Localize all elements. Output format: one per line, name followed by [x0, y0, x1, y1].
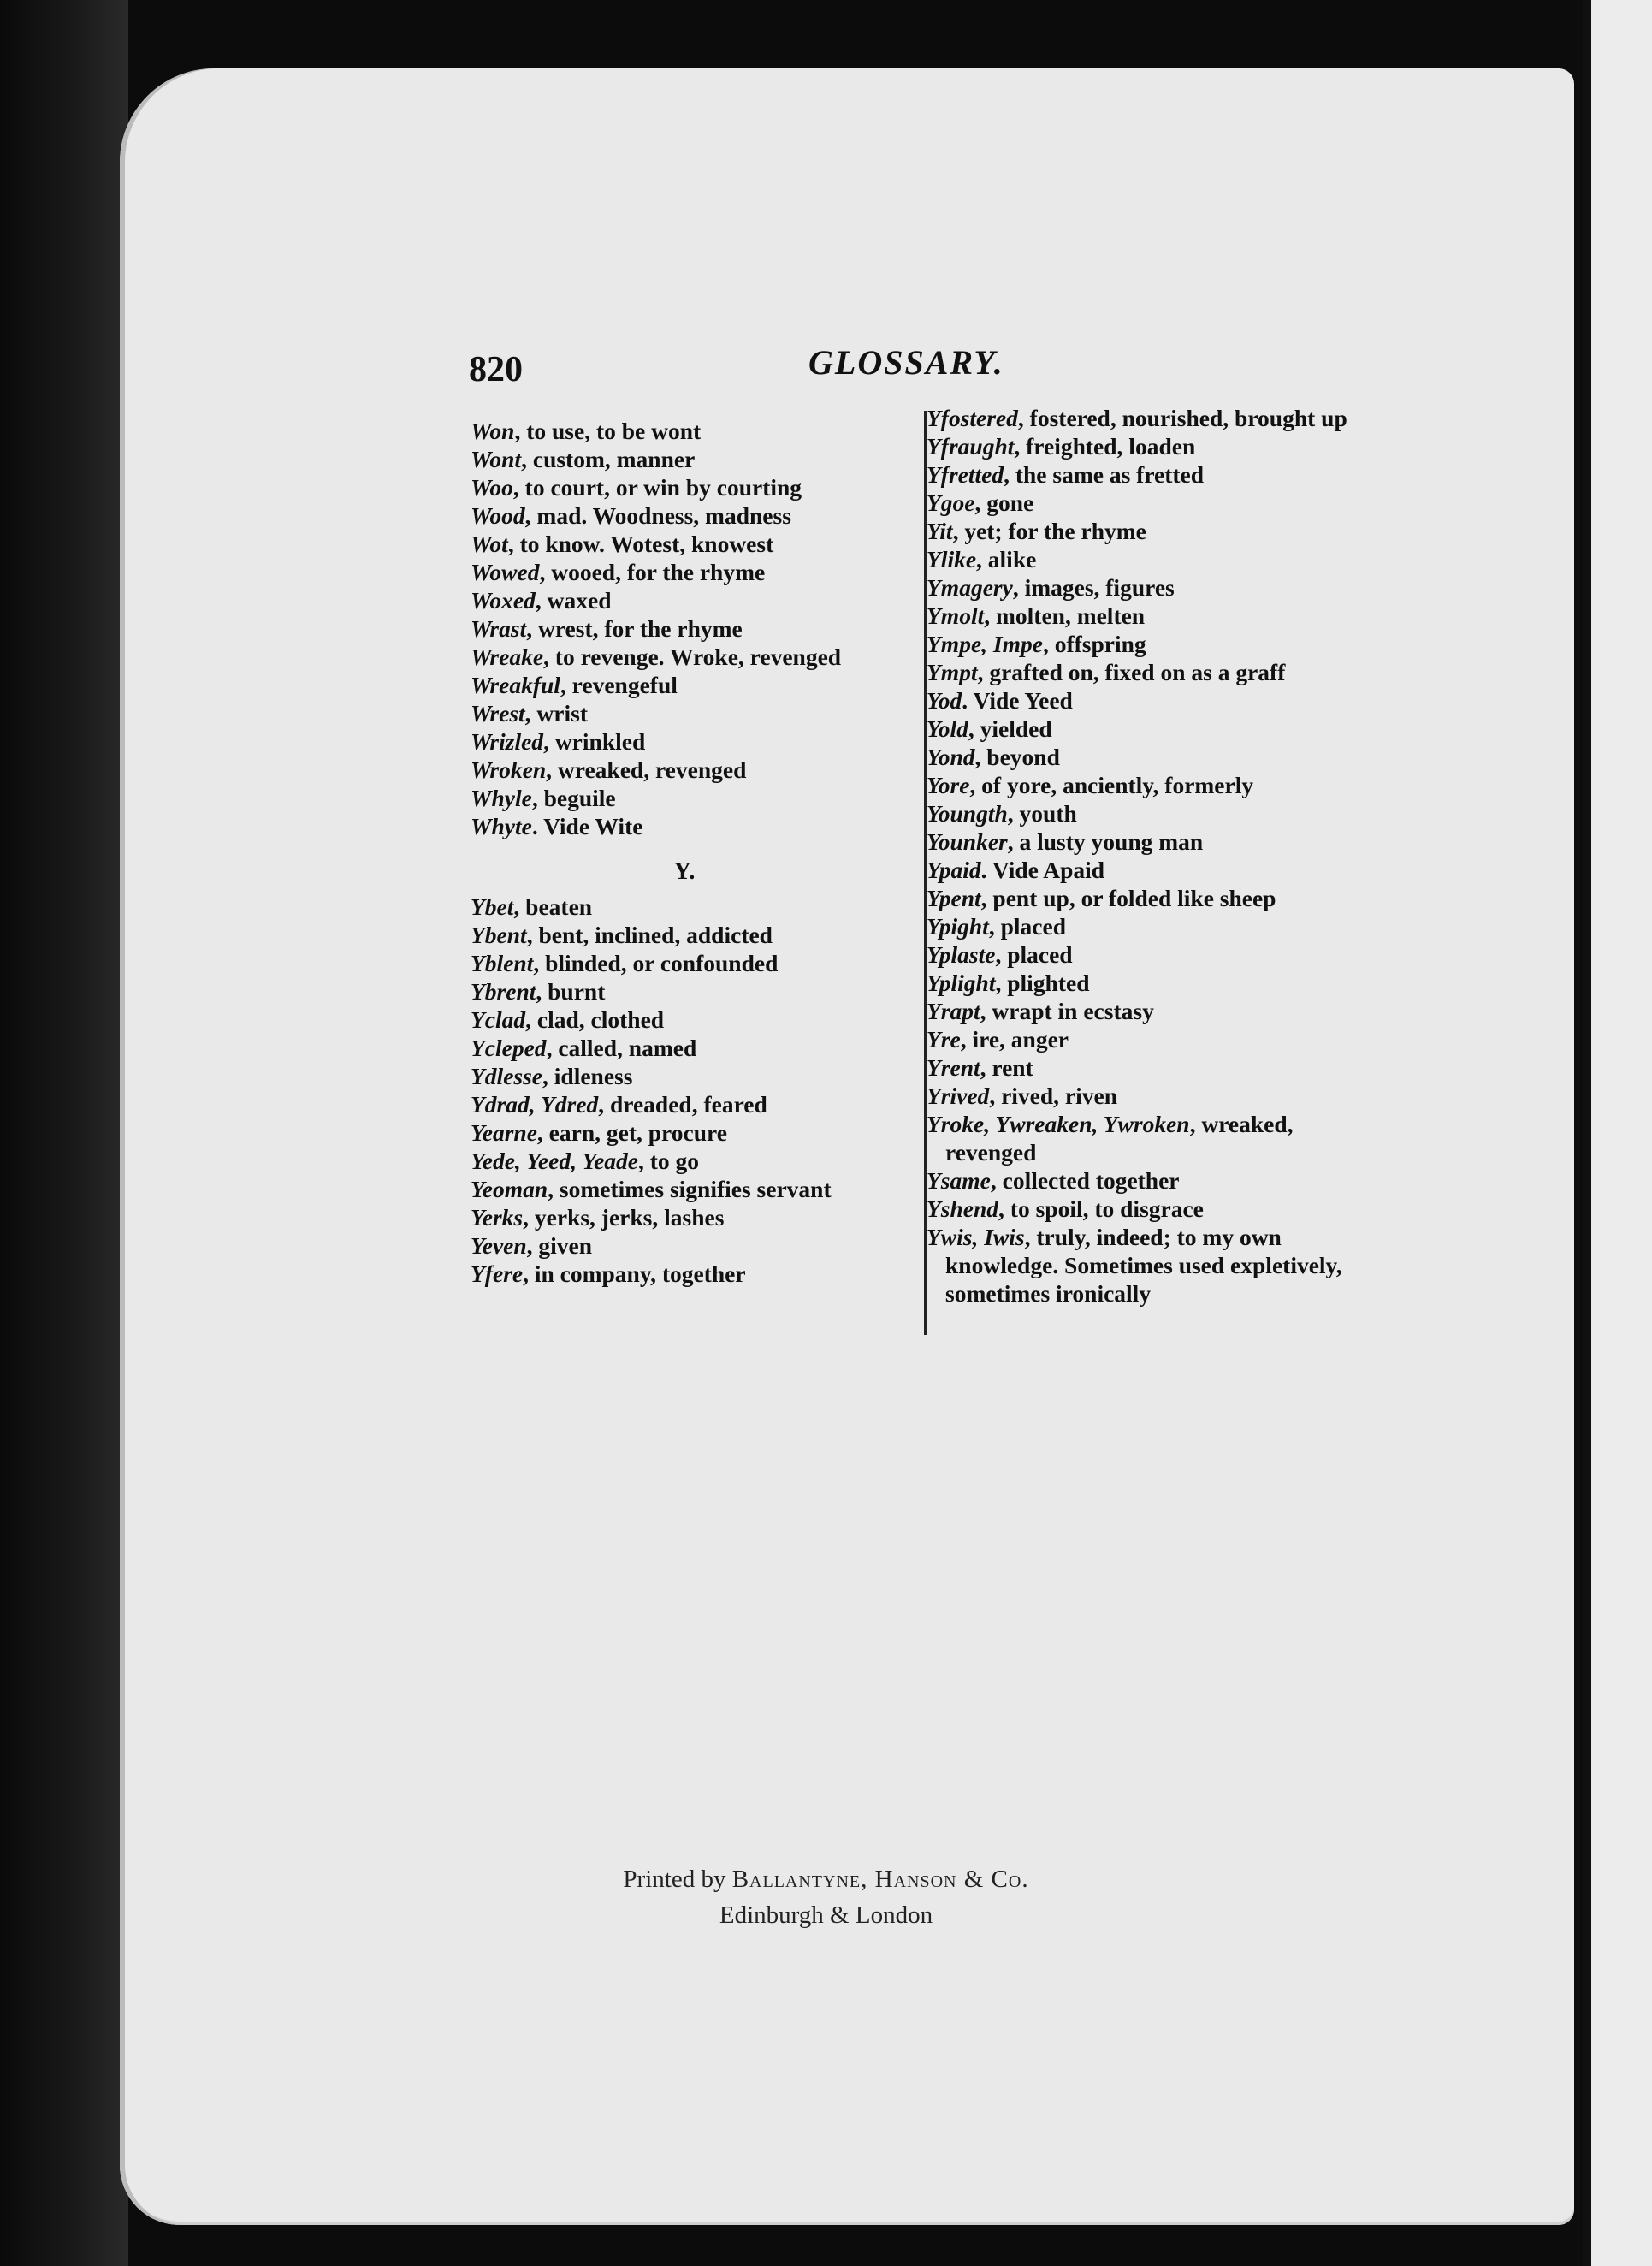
entry-definition: , idleness — [542, 1063, 633, 1089]
entry-headword: Yshend — [927, 1195, 999, 1222]
entry-headword: Yond — [927, 744, 975, 770]
glossary-entry — [471, 1090, 898, 1118]
entry-headword: Yre — [927, 1026, 961, 1053]
entry-headword: Yold — [927, 715, 968, 742]
entry-definition: , wrest, for the rhyme — [526, 615, 743, 642]
entry-headword: Ywis, Iwis — [927, 1224, 1025, 1250]
entry-definition: , revengeful — [560, 672, 678, 698]
glossary-entry — [471, 643, 898, 671]
entry-headword: Wroken — [471, 756, 547, 783]
entry-definition: . Vide Yeed — [962, 687, 1073, 714]
glossary-entry — [471, 699, 898, 727]
glossary-column-left — [471, 417, 898, 1288]
entry-definition: , placed — [988, 913, 1066, 940]
entry-definition: , wreaked, revenged — [546, 756, 747, 783]
glossary-entry — [471, 1203, 898, 1231]
entry-headword: Ypaid — [927, 857, 981, 883]
entry-headword: Ybrent — [471, 978, 536, 1005]
entry-headword: Woo — [471, 474, 513, 501]
entry-headword: Wreakful — [471, 672, 560, 698]
entry-headword: Won — [471, 418, 515, 444]
glossary-entry — [471, 1147, 898, 1175]
glossary-entry — [927, 997, 1380, 1025]
entry-headword: Ydrad, Ydred — [471, 1091, 599, 1118]
entry-definition: , pent up, or folded like sheep — [980, 885, 1276, 911]
glossary-entry — [471, 1260, 898, 1288]
entry-definition: , bent, inclined, addicted — [526, 922, 773, 948]
entry-headword: Yfretted — [927, 461, 1004, 488]
entry-headword: Yeoman — [471, 1176, 548, 1202]
entry-definition: , plighted — [995, 970, 1090, 996]
entry-headword: Yplaste — [927, 941, 996, 968]
entry-definition: , offspring — [1042, 631, 1146, 657]
glossary-entry — [471, 812, 898, 840]
entry-headword: Yrent — [927, 1054, 980, 1081]
glossary-entry — [471, 949, 898, 977]
glossary-entry — [927, 1082, 1380, 1110]
entry-definition: , to spoil, to disgrace — [998, 1195, 1204, 1222]
entry-headword: Ybet — [471, 893, 514, 920]
entry-definition: , rived, riven — [989, 1083, 1118, 1109]
entry-definition: , truly, indeed; to my own knowledge. Sometimes used expletively, sometimes ironically — [945, 1224, 1342, 1307]
entry-headword: Ympe, Impe — [927, 631, 1043, 657]
entry-list-y-continued — [927, 404, 1380, 1308]
entry-definition: , fostered, nourished, brought up — [1017, 405, 1347, 431]
running-title: GLOSSARY. — [808, 343, 1004, 382]
entry-headword: Wowed — [471, 559, 540, 585]
glossary-entry — [471, 1118, 898, 1147]
glossary-entry — [927, 912, 1380, 940]
entry-headword: Yod — [927, 687, 962, 714]
entry-headword: Yfere — [471, 1261, 524, 1287]
entry-headword: Ypight — [927, 913, 989, 940]
entry-headword: Ysame — [927, 1167, 991, 1194]
entry-headword: Whyle — [471, 785, 532, 811]
entry-definition: , to court, or win by courting — [512, 474, 802, 501]
glossary-entry — [471, 1175, 898, 1203]
entry-headword: Ypent — [927, 885, 981, 911]
glossary-entry — [471, 614, 898, 643]
entry-definition: , of yore, anciently, formerly — [969, 772, 1254, 798]
imprint-place: Edinburgh & London — [719, 1901, 933, 1929]
imprint-prefix: Printed by — [623, 1866, 732, 1893]
entry-definition: , alike — [976, 546, 1037, 572]
entry-definition: , yet; for the rhyme — [952, 518, 1146, 544]
entry-headword: Ymagery — [927, 574, 1013, 601]
entry-headword: Yerks — [471, 1204, 524, 1231]
glossary-entry — [471, 1062, 898, 1090]
glossary-entry — [927, 630, 1380, 658]
entry-headword: Yplight — [927, 970, 996, 996]
glossary-entry — [927, 799, 1380, 828]
entry-headword: Yeven — [471, 1232, 527, 1259]
entry-definition: , gone — [974, 489, 1034, 516]
glossary-entry — [927, 432, 1380, 460]
entry-headword: Yfostered — [927, 405, 1018, 431]
entry-headword: Yore — [927, 772, 970, 798]
glossary-entry — [927, 884, 1380, 912]
entry-definition: , mad. Woodness, madness — [524, 502, 791, 529]
entry-headword: Wot — [471, 531, 508, 557]
entry-definition: , beyond — [974, 744, 1060, 770]
entry-headword: Yroke, Ywreaken, Ywroken — [927, 1111, 1190, 1137]
entry-headword: Ympt — [927, 659, 978, 685]
entry-headword: Yclad — [471, 1006, 526, 1033]
glossary-entry — [927, 602, 1380, 630]
glossary-entry — [471, 756, 898, 784]
entry-headword: Ylike — [927, 546, 977, 572]
entry-headword: Youngth — [927, 800, 1008, 827]
glossary-entry — [927, 743, 1380, 771]
entry-definition: , burnt — [536, 978, 606, 1005]
glossary-entry — [927, 658, 1380, 686]
entry-definition: , beguile — [531, 785, 616, 811]
entry-headword: Ygoe — [927, 489, 975, 516]
entry-definition: , sometimes signifies servant — [548, 1176, 832, 1202]
entry-list-w — [471, 417, 898, 840]
entry-headword: Younker — [927, 828, 1008, 855]
glossary-entry — [471, 473, 898, 501]
entry-definition: , clad, clothed — [525, 1006, 665, 1033]
glossary-entry — [471, 921, 898, 949]
glossary-entry — [927, 1025, 1380, 1053]
glossary-entry — [927, 856, 1380, 884]
entry-definition: , rent — [980, 1054, 1033, 1081]
glossary-entry — [471, 893, 898, 921]
entry-headword: Ymolt — [927, 602, 985, 629]
entry-headword: Woxed — [471, 587, 536, 614]
entry-definition: , custom, manner — [521, 446, 696, 472]
glossary-entry — [471, 530, 898, 558]
glossary-entry — [927, 573, 1380, 602]
glossary-entry — [927, 489, 1380, 517]
entry-definition: , wrinkled — [543, 728, 646, 755]
entry-headword: Wrast — [471, 615, 527, 642]
entry-definition: , yerks, jerks, lashes — [523, 1204, 725, 1231]
entry-definition: , waxed — [535, 587, 612, 614]
entry-definition: , called, named — [546, 1035, 697, 1061]
entry-definition: , the same as fretted — [1004, 461, 1205, 488]
entry-headword: Ydlesse — [471, 1063, 543, 1089]
entry-definition: , dreaded, feared — [598, 1091, 767, 1118]
entry-definition: , to go — [638, 1148, 700, 1174]
entry-definition: , wooed, for the rhyme — [539, 559, 766, 585]
entry-headword: Yede, Yeed, Yeade — [471, 1148, 638, 1174]
glossary-entry — [927, 517, 1380, 545]
printer-imprint — [0, 1866, 1652, 1894]
entry-definition: , beaten — [513, 893, 593, 920]
entry-definition: , blinded, or confounded — [533, 950, 779, 976]
entry-headword: Wont — [471, 446, 522, 472]
entry-definition: , wrist — [524, 700, 588, 727]
entry-definition: , yielded — [968, 715, 1052, 742]
glossary-entry — [471, 1034, 898, 1062]
section-letter: Y. — [673, 858, 696, 885]
entry-headword: Yearne — [471, 1119, 537, 1146]
entry-definition: , to revenge. Wroke, revenged — [543, 644, 842, 670]
entry-definition: . Vide Wite — [531, 813, 643, 839]
glossary-entry — [927, 715, 1380, 743]
entry-definition: . Vide Apaid — [980, 857, 1105, 883]
entry-definition: , wreaked, revenged — [945, 1111, 1294, 1166]
entry-definition: , to know. Wotest, knowest — [507, 531, 774, 557]
entry-definition: , ire, anger — [960, 1026, 1069, 1053]
glossary-entry — [927, 1166, 1380, 1195]
entry-headword: Yfraught — [927, 433, 1015, 460]
entry-definition: , placed — [995, 941, 1073, 968]
entry-headword: Yblent — [471, 950, 534, 976]
glossary-entry — [927, 828, 1380, 856]
entry-definition: , images, figures — [1012, 574, 1175, 601]
entry-definition: , grafted on, fixed on as a graff — [977, 659, 1286, 685]
entry-definition: , given — [526, 1232, 593, 1259]
glossary-entry — [471, 1005, 898, 1034]
glossary-entry — [927, 545, 1380, 573]
glossary-entry — [927, 460, 1380, 489]
glossary-entry — [471, 501, 898, 530]
entry-headword: Whyte — [471, 813, 532, 839]
glossary-column-right — [927, 404, 1380, 1308]
glossary-entry — [471, 671, 898, 699]
entry-definition: , youth — [1007, 800, 1077, 827]
page-number: 820 — [469, 350, 523, 389]
entry-definition: , wrapt in ecstasy — [980, 998, 1154, 1024]
entry-headword: Wreake — [471, 644, 544, 670]
entry-headword: Yit — [927, 518, 953, 544]
glossary-entry — [927, 1110, 1380, 1166]
glossary-entry — [471, 1231, 898, 1260]
entry-headword: Wrizled — [471, 728, 544, 755]
glossary-entry — [471, 977, 898, 1005]
entry-definition: , earn, get, procure — [536, 1119, 727, 1146]
glossary-entry — [471, 784, 898, 812]
entry-headword: Ycleped — [471, 1035, 547, 1061]
entry-headword: Yrived — [927, 1083, 990, 1109]
entry-list-y — [471, 893, 898, 1288]
entry-definition: , to use, to be wont — [514, 418, 702, 444]
glossary-entry — [471, 417, 898, 445]
glossary-entry — [927, 771, 1380, 799]
entry-headword: Ybent — [471, 922, 527, 948]
entry-headword: Wrest — [471, 700, 525, 727]
glossary-entry — [927, 1223, 1380, 1308]
glossary-entry — [927, 940, 1380, 969]
glossary-entry — [927, 969, 1380, 997]
entry-definition: , freighted, loaden — [1014, 433, 1196, 460]
glossary-entry — [471, 558, 898, 586]
glossary-entry — [927, 1053, 1380, 1082]
glossary-entry — [927, 1195, 1380, 1223]
glossary-entry — [927, 404, 1380, 432]
glossary-entry — [471, 445, 898, 473]
imprint-printer-names: Ballantyne, Hanson & Co. — [731, 1866, 1029, 1893]
glossary-entry — [471, 586, 898, 614]
glossary-entry — [927, 686, 1380, 715]
entry-headword: Wood — [471, 502, 525, 529]
entry-headword: Yrapt — [927, 998, 980, 1024]
entry-definition: , a lusty young man — [1007, 828, 1204, 855]
glossary-entry — [471, 727, 898, 756]
entry-definition: , collected together — [990, 1167, 1180, 1194]
entry-definition: , in company, together — [523, 1261, 746, 1287]
entry-definition: , molten, melten — [984, 602, 1146, 629]
